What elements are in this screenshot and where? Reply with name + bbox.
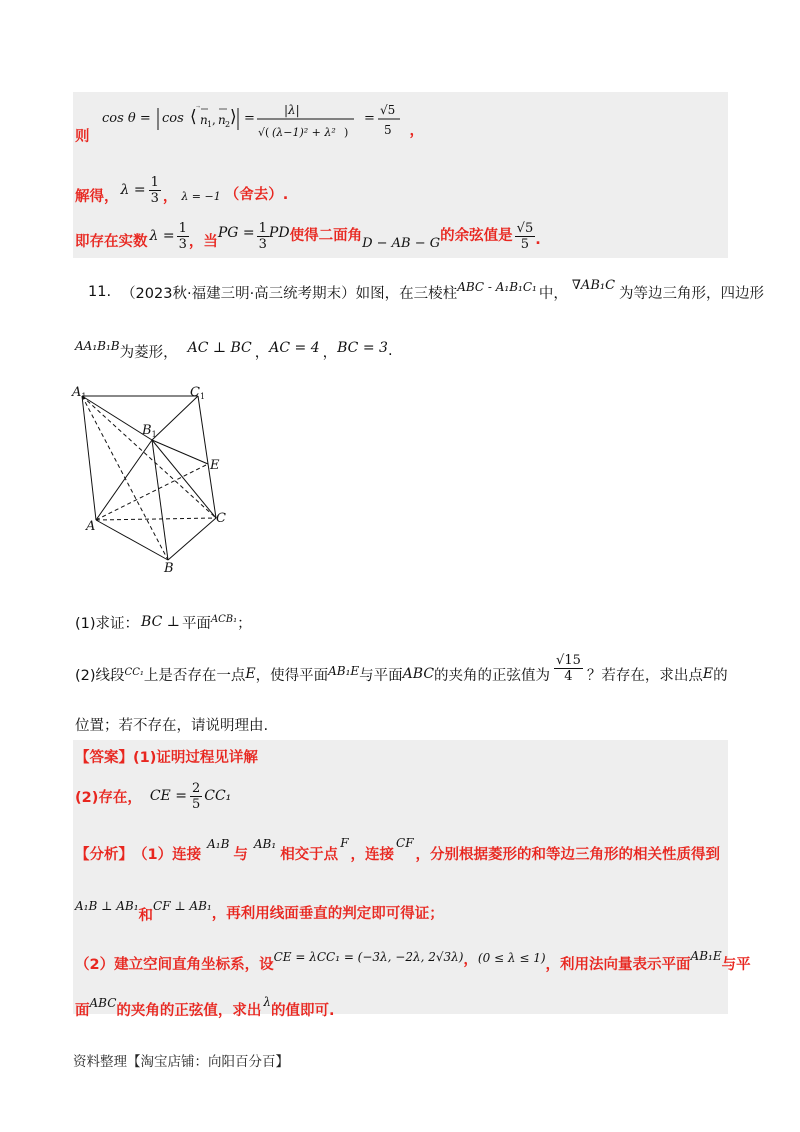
answer-ce: CE = (149, 788, 187, 804)
answer-part-2-prefix: (2)存在， (75, 789, 142, 806)
dashed-a1-c (82, 396, 216, 518)
q2-c: 与平面 (359, 667, 403, 684)
edge-b1-a (96, 440, 152, 520)
problem-line-2: AA₁B₁B 为菱形， AC ⊥ BC ， AC = 4 ， BC = 3 . (75, 339, 393, 361)
svg-text:1: 1 (206, 120, 212, 129)
q1-plane: ACB₁ (210, 613, 238, 625)
edge-a1-a (82, 396, 96, 520)
dashed-a-c (96, 518, 216, 520)
problem-number: 11. (88, 284, 112, 300)
prism-figure (70, 384, 240, 576)
svg-text:5: 5 (383, 123, 392, 137)
label-b1: $B_1$ (142, 423, 157, 439)
analysis-line-3: （2）建立空间直角坐标系，设 CE = λCC₁ = (−3λ, −2λ, 2√3λ) ， (0 ≤ λ ≤ 1) ，利用法向量表示平面 AB₁E 与平 (75, 949, 751, 973)
solution-line3-d: 的余弦值是 (440, 227, 513, 244)
edge-b1-c1 (152, 396, 198, 440)
solution-line3-b: ，当 (188, 233, 218, 250)
q1-expr: BC ⊥ (141, 614, 180, 630)
solution-line2-suffix: （舍去）. (224, 186, 289, 203)
svg-text:): ) (343, 126, 348, 139)
analysis-line-2: A₁B ⊥ AB₁ 和 CF ⊥ AB₁ ，再利用线面垂直的判定即可得证； (75, 899, 444, 924)
svg-text:,: , (211, 113, 216, 127)
solution-line1-prefix: 则 (75, 128, 90, 145)
quad-desc: 为菱形， (119, 344, 178, 361)
solution-line3-a: 即存在实数 (75, 233, 148, 250)
vector-ce-expr: CE = λCC₁ = (−3λ, −2λ, 2√3λ) (273, 950, 464, 964)
svg-text:2: 2 (224, 120, 230, 129)
edge-b-c (168, 518, 216, 560)
label-a: A (86, 519, 96, 534)
answer-cc1: CC₁ (204, 788, 232, 804)
q2-a: 上是否存在一点 (143, 667, 246, 684)
q2-plane2: ABC (402, 666, 435, 682)
quad-name: AA₁B₁B (75, 339, 120, 353)
q2-f: 的 (713, 667, 728, 684)
q2-plane1: AB₁E (328, 664, 360, 678)
svg-text:n: n (199, 113, 208, 127)
condition-2: AC = 4 (269, 340, 320, 356)
dashed-a1-b (82, 396, 168, 560)
triangle-name: ∇AB₁C (571, 277, 616, 293)
svg-text:=: = (363, 111, 375, 126)
dashed-a-e (96, 464, 208, 520)
q2-d: 的夹角的正弦值为 (434, 667, 551, 684)
analysis-line-1: 【分析】 （1）连接 A₁B 与 AB₁ 相交于点 F ，连接 CF ，分别根据菱形的和等边三角形的相关性质得到 (75, 836, 721, 863)
svg-text:(λ−1)² + λ²: (λ−1)² + λ² (271, 126, 336, 139)
svg-text:√(: √( (257, 126, 269, 139)
q2-seg: CC₁ (124, 666, 144, 678)
condition-1: AC ⊥ BC (187, 340, 252, 356)
q2-sine-value: $\frac{√15}{4}$ (556, 652, 581, 684)
label-a1: $A_1$ (72, 385, 87, 401)
answer-tag: 【答案】 (75, 750, 133, 766)
q2-e: ？若存在，求出点 (586, 667, 703, 684)
label-c1: $C_1$ (190, 385, 206, 401)
q2-b: ，使得平面 (255, 667, 329, 684)
cos-theta-formula (92, 100, 362, 146)
solution-line-2: 解得， λ = $\frac{1}{3}$ ， λ = −1 （舍去）. (75, 174, 289, 206)
analysis-tag: 【分析】 (75, 846, 133, 863)
svg-text:√5: √5 (379, 103, 395, 117)
triangle-desc: 为等边三角形，四边形 (619, 285, 765, 302)
q1-end: ； (237, 615, 252, 632)
solution-line3-end: . (535, 232, 541, 248)
q1-label: (1)求证： (75, 615, 140, 632)
svg-text:|λ|: |λ| (283, 103, 300, 117)
question-2-line-1: (2)线段 CC₁ 上是否存在一点 E ，使得平面 AB₁E 与平面 ABC 的夹角的正弦值为 $\frac{√15}{4}$ ？若存在，求出点 E 的 (75, 652, 728, 684)
answer-line-1 (75, 746, 258, 767)
svg-text:⟨: ⟨ (189, 107, 197, 127)
question-1 (75, 610, 252, 634)
footer-credit: 资料整理【淘宝店铺：向阳百分百】 (73, 1054, 289, 1070)
analysis-line-4: 面 ABC 的夹角的正弦值，求出 λ 的值即可. (75, 995, 335, 1019)
answer-fraction: $\frac{2}{5}$ (191, 780, 201, 812)
solution-line2-prefix: 解得， (75, 188, 119, 205)
condition-3: BC = 3 (337, 340, 388, 356)
q2-label: (2)线段 (75, 667, 125, 684)
label-c: C (216, 511, 226, 526)
solution-line1-suffix: ， (409, 122, 424, 139)
problem-source: （2023秋·福建三明·高三统考期末）如图，在三棱柱 (121, 285, 458, 302)
question-2-line-2: 位置；若不存在，请说明理由. (75, 718, 269, 734)
cos-result (362, 100, 410, 146)
dihedral-angle: D − AB − G (362, 235, 441, 251)
solution-line-1 (75, 100, 424, 146)
problem-mid: 中， (538, 285, 568, 302)
answer-line-2 (75, 778, 231, 814)
q2-point: E (245, 666, 256, 682)
solution-line-3: 即存在实数 λ = $\frac{1}{3}$ ，当 PG = $\frac{1}{3}$ PD 使得二面角 D − AB − G 的余弦值是 $\frac{√5}{5}$ . (75, 220, 541, 252)
edge-b1-e (152, 440, 208, 464)
svg-text:⟩: ⟩ (229, 107, 237, 127)
prism-name: ABC - A₁B₁C₁ (457, 280, 537, 294)
solution-line3-c: 使得二面角 (289, 227, 363, 244)
label-b: B (164, 561, 174, 576)
label-e: E (210, 458, 220, 473)
problem-line-1 (88, 272, 765, 312)
q1-text: 平面 (181, 615, 211, 632)
svg-text:cos: cos (161, 111, 184, 126)
svg-text:n: n (217, 113, 226, 127)
edge-b1-b (152, 440, 168, 560)
answer-part-1: (1)证明过程见详解 (133, 750, 258, 766)
svg-text:=: = (243, 111, 255, 126)
svg-text:cos θ =: cos θ = (101, 111, 151, 126)
